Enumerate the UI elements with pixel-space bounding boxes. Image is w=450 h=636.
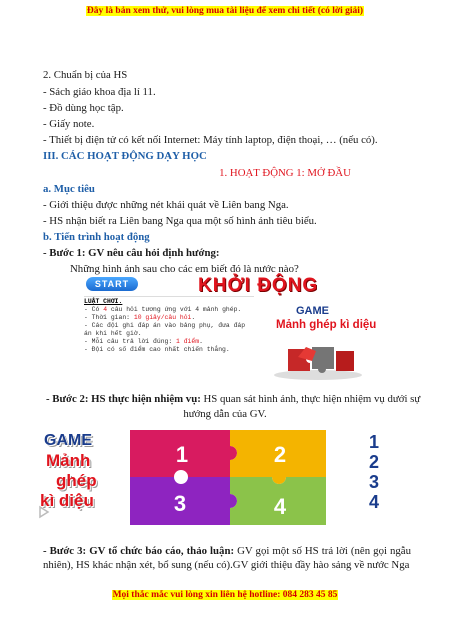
warmup-title: KHỞI ĐỘNG	[198, 275, 319, 296]
rules-header: LUẬT CHƠI.	[84, 298, 123, 305]
step1-question: Những hình ảnh sau cho các em biết đó là nước nào?	[70, 263, 299, 275]
step2-line2: hướng dẫn của GV.	[183, 408, 267, 420]
side-number: 2	[368, 452, 379, 472]
step1-label: - Bước 1: GV nêu câu hỏi định hướng:	[43, 247, 220, 259]
activity-heading: 1. HOẠT ĐỘNG 1: MỞ ĐẦU	[219, 167, 351, 179]
piece-number: 3	[173, 491, 187, 516]
prep-item: - Đồ dùng học tập.	[43, 102, 124, 114]
start-button: START	[86, 277, 138, 291]
prep-heading: 2. Chuẩn bị của HS	[43, 69, 128, 81]
process-heading: b. Tiến trình hoạt động	[43, 231, 150, 243]
puzzle-game-image	[40, 430, 410, 525]
side-numbers	[364, 432, 384, 512]
rule-line: - Các đội ghi đáp án vào bảng phụ, đưa đáp án khi hết giờ.	[84, 322, 246, 337]
side-number: 3	[368, 472, 379, 492]
goal-item: - Giới thiệu được những nét khái quát về Liên bang Nga.	[43, 199, 289, 211]
game-word: kì diệu	[40, 491, 94, 510]
puzzle-board	[130, 430, 360, 525]
piece-number: 4	[273, 494, 287, 519]
preview-banner: Đây là bản xem thử, vui lòng mua tài liệu để xem chi tiết (có lời giải)	[86, 6, 364, 16]
piece-number: 2	[273, 442, 287, 467]
piece-number: 1	[175, 442, 189, 467]
step2-line: - Bước 2: HS thực hiện nhiệm vụ: HS quan sát hình ảnh, thực hiện nhiệm vụ dưới sự	[46, 393, 421, 405]
game-rules	[84, 296, 254, 386]
side-number: 4	[368, 492, 379, 512]
game-label: GAME	[44, 432, 92, 449]
side-number: 1	[368, 432, 379, 452]
game-word: Mảnh	[46, 451, 91, 470]
rule-line: - Có 4 câu hỏi tương ứng với 4 mảnh ghép.	[84, 306, 242, 313]
hotline-banner: Mọi thắc mắc vui lòng xin liên hệ hotline: 084 283 45 85	[112, 590, 338, 600]
goal-item: - HS nhận biết ra Liên bang Nga qua một số hình ảnh tiêu biểu.	[43, 215, 317, 227]
rule-line: - Mỗi câu trả lời đúng: 1 điểm.	[84, 338, 203, 345]
prep-item: - Thiết bị điện tử có kết nối Internet: Máy tính laptop, điện thoại, … (nếu có).	[43, 134, 378, 146]
game-title: Mảnh ghép kì diệu	[276, 319, 377, 331]
puzzle-pieces-icon	[268, 335, 364, 381]
prep-item: - Giấy note.	[43, 118, 95, 130]
goal-heading: a. Mục tiêu	[43, 183, 95, 195]
game-word: ghép	[56, 471, 97, 490]
game-label: GAME	[296, 305, 329, 317]
section-heading: III. CÁC HOẠT ĐỘNG DẠY HỌC	[43, 150, 207, 162]
prep-item: - Sách giáo khoa địa lí 11.	[43, 86, 156, 98]
rule-line: - Thời gian: 10 giây/câu hỏi.	[84, 314, 196, 321]
warmup-slide-image	[80, 275, 385, 385]
play-arrow-icon	[38, 505, 50, 519]
rule-line: - Đội có số điểm cao nhất chiến thắng.	[84, 346, 230, 353]
step3-paragraph: - Bước 3: GV tổ chức báo cáo, thảo luận: GV gọi một số HS trả lời (nên gọi ngẫu nhiên), HS khác nhận xét, bổ sung (nếu có).GV giới thiệu đầy hào sảng về nước Nga	[43, 545, 412, 571]
